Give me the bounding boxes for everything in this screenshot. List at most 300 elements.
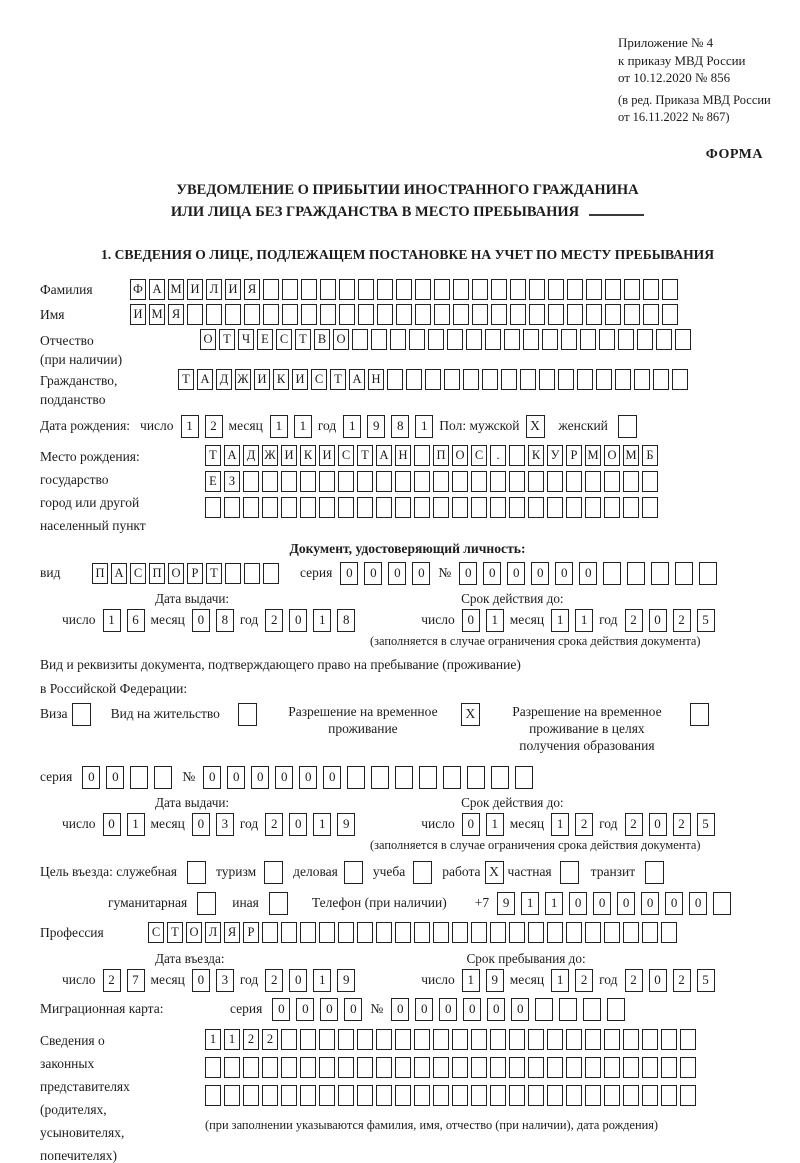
- char-cell[interactable]: [528, 1029, 544, 1050]
- char-cell[interactable]: [347, 766, 365, 789]
- char-cell[interactable]: 2: [625, 609, 643, 632]
- char-cell[interactable]: 1: [127, 813, 145, 836]
- char-cell[interactable]: [395, 922, 411, 943]
- char-cell[interactable]: [434, 279, 450, 300]
- education-residence-checkbox[interactable]: [690, 703, 709, 726]
- char-cell[interactable]: О: [604, 445, 620, 466]
- char-cell[interactable]: [643, 279, 659, 300]
- char-cell[interactable]: [599, 329, 615, 350]
- char-cell[interactable]: П: [92, 563, 108, 584]
- char-cell[interactable]: 3: [216, 813, 234, 836]
- char-cell[interactable]: [680, 1085, 696, 1106]
- char-cell[interactable]: [672, 369, 688, 390]
- char-cell[interactable]: [443, 766, 461, 789]
- char-cell[interactable]: [642, 1029, 658, 1050]
- char-cell[interactable]: [566, 922, 582, 943]
- char-cell[interactable]: [547, 1057, 563, 1078]
- char-cell[interactable]: [490, 497, 506, 518]
- char-cell[interactable]: [390, 329, 406, 350]
- purpose-transit-checkbox[interactable]: [645, 861, 664, 884]
- char-cell[interactable]: 0: [272, 998, 290, 1021]
- char-cell[interactable]: 0: [320, 998, 338, 1021]
- char-cell[interactable]: [262, 471, 278, 492]
- purpose-study-checkbox[interactable]: [413, 861, 432, 884]
- char-cell[interactable]: [301, 304, 317, 325]
- char-cell[interactable]: 0: [412, 562, 430, 585]
- char-cell[interactable]: [434, 304, 450, 325]
- char-cell[interactable]: [154, 766, 172, 789]
- char-cell[interactable]: [281, 1029, 297, 1050]
- char-cell[interactable]: [425, 369, 441, 390]
- char-cell[interactable]: 0: [82, 766, 100, 789]
- char-cell[interactable]: [338, 922, 354, 943]
- char-cell[interactable]: [320, 279, 336, 300]
- char-cell[interactable]: 0: [641, 892, 659, 915]
- char-cell[interactable]: [604, 497, 620, 518]
- char-cell[interactable]: .: [490, 445, 506, 466]
- char-cell[interactable]: [604, 1029, 620, 1050]
- char-cell[interactable]: 1: [575, 609, 593, 632]
- char-cell[interactable]: П: [433, 445, 449, 466]
- char-cell[interactable]: И: [319, 445, 335, 466]
- char-cell[interactable]: 2: [265, 969, 283, 992]
- char-cell[interactable]: 0: [665, 892, 683, 915]
- char-cell[interactable]: [566, 1057, 582, 1078]
- char-cell[interactable]: 2: [625, 969, 643, 992]
- char-cell[interactable]: 0: [649, 969, 667, 992]
- char-cell[interactable]: [243, 471, 259, 492]
- char-cell[interactable]: С: [148, 922, 164, 943]
- char-cell[interactable]: [627, 562, 645, 585]
- purpose-private-checkbox[interactable]: [560, 861, 579, 884]
- char-cell[interactable]: [415, 279, 431, 300]
- char-cell[interactable]: 1: [486, 609, 504, 632]
- char-cell[interactable]: [596, 369, 612, 390]
- char-cell[interactable]: М: [168, 279, 184, 300]
- char-cell[interactable]: О: [200, 329, 216, 350]
- char-cell[interactable]: [319, 1029, 335, 1050]
- char-cell[interactable]: 1: [294, 415, 312, 438]
- char-cell[interactable]: [604, 922, 620, 943]
- char-cell[interactable]: 0: [463, 998, 481, 1021]
- char-cell[interactable]: [281, 471, 297, 492]
- char-cell[interactable]: [607, 998, 625, 1021]
- char-cell[interactable]: 0: [555, 562, 573, 585]
- char-cell[interactable]: 9: [337, 813, 355, 836]
- char-cell[interactable]: 0: [507, 562, 525, 585]
- char-cell[interactable]: [642, 1057, 658, 1078]
- char-cell[interactable]: [300, 1029, 316, 1050]
- char-cell[interactable]: [661, 1057, 677, 1078]
- char-cell[interactable]: 2: [265, 609, 283, 632]
- char-cell[interactable]: [319, 497, 335, 518]
- char-cell[interactable]: М: [623, 445, 639, 466]
- char-cell[interactable]: 0: [462, 609, 480, 632]
- char-cell[interactable]: 1: [224, 1029, 240, 1050]
- char-cell[interactable]: [433, 1085, 449, 1106]
- char-cell[interactable]: 0: [364, 562, 382, 585]
- char-cell[interactable]: С: [338, 445, 354, 466]
- char-cell[interactable]: [548, 279, 564, 300]
- char-cell[interactable]: Т: [178, 369, 194, 390]
- char-cell[interactable]: М: [585, 445, 601, 466]
- char-cell[interactable]: [428, 329, 444, 350]
- char-cell[interactable]: [567, 304, 583, 325]
- char-cell[interactable]: 2: [205, 415, 223, 438]
- char-cell[interactable]: [604, 1085, 620, 1106]
- sex-male-checkbox[interactable]: X: [526, 415, 545, 438]
- char-cell[interactable]: [243, 497, 259, 518]
- char-cell[interactable]: И: [130, 304, 146, 325]
- char-cell[interactable]: [300, 471, 316, 492]
- char-cell[interactable]: [699, 562, 717, 585]
- char-cell[interactable]: [623, 497, 639, 518]
- char-cell[interactable]: [281, 922, 297, 943]
- char-cell[interactable]: Б: [642, 445, 658, 466]
- char-cell[interactable]: [661, 1029, 677, 1050]
- char-cell[interactable]: [547, 1085, 563, 1106]
- char-cell[interactable]: 1: [551, 609, 569, 632]
- char-cell[interactable]: [528, 497, 544, 518]
- char-cell[interactable]: [357, 1057, 373, 1078]
- char-cell[interactable]: [566, 1085, 582, 1106]
- char-cell[interactable]: Р: [243, 922, 259, 943]
- char-cell[interactable]: [528, 1057, 544, 1078]
- char-cell[interactable]: [471, 1085, 487, 1106]
- char-cell[interactable]: 1: [462, 969, 480, 992]
- char-cell[interactable]: [509, 497, 525, 518]
- char-cell[interactable]: [604, 1057, 620, 1078]
- char-cell[interactable]: [282, 279, 298, 300]
- char-cell[interactable]: П: [149, 563, 165, 584]
- char-cell[interactable]: [453, 279, 469, 300]
- char-cell[interactable]: К: [528, 445, 544, 466]
- char-cell[interactable]: [567, 279, 583, 300]
- char-cell[interactable]: 1: [415, 415, 433, 438]
- char-cell[interactable]: [339, 304, 355, 325]
- char-cell[interactable]: [452, 497, 468, 518]
- char-cell[interactable]: 0: [289, 969, 307, 992]
- char-cell[interactable]: [467, 766, 485, 789]
- char-cell[interactable]: [566, 471, 582, 492]
- char-cell[interactable]: У: [547, 445, 563, 466]
- char-cell[interactable]: 0: [483, 562, 501, 585]
- char-cell[interactable]: 1: [103, 609, 121, 632]
- char-cell[interactable]: [205, 1085, 221, 1106]
- char-cell[interactable]: [319, 1085, 335, 1106]
- char-cell[interactable]: [634, 369, 650, 390]
- char-cell[interactable]: Я: [244, 279, 260, 300]
- char-cell[interactable]: [376, 471, 392, 492]
- char-cell[interactable]: О: [452, 445, 468, 466]
- char-cell[interactable]: [358, 304, 374, 325]
- char-cell[interactable]: [376, 922, 392, 943]
- char-cell[interactable]: [244, 304, 260, 325]
- char-cell[interactable]: 0: [227, 766, 245, 789]
- char-cell[interactable]: 2: [265, 813, 283, 836]
- char-cell[interactable]: Т: [205, 445, 221, 466]
- char-cell[interactable]: [224, 1085, 240, 1106]
- char-cell[interactable]: [509, 471, 525, 492]
- char-cell[interactable]: [491, 766, 509, 789]
- char-cell[interactable]: 0: [439, 998, 457, 1021]
- char-cell[interactable]: 1: [313, 813, 331, 836]
- char-cell[interactable]: [357, 1085, 373, 1106]
- char-cell[interactable]: 1: [486, 813, 504, 836]
- char-cell[interactable]: [615, 369, 631, 390]
- visa-checkbox[interactable]: [72, 703, 91, 726]
- char-cell[interactable]: Л: [206, 279, 222, 300]
- char-cell[interactable]: 0: [251, 766, 269, 789]
- char-cell[interactable]: [509, 1029, 525, 1050]
- char-cell[interactable]: [586, 304, 602, 325]
- char-cell[interactable]: [472, 304, 488, 325]
- char-cell[interactable]: [529, 279, 545, 300]
- char-cell[interactable]: [319, 922, 335, 943]
- char-cell[interactable]: [395, 471, 411, 492]
- char-cell[interactable]: А: [376, 445, 392, 466]
- char-cell[interactable]: [642, 471, 658, 492]
- char-cell[interactable]: [509, 445, 525, 466]
- char-cell[interactable]: [586, 279, 602, 300]
- char-cell[interactable]: 1: [205, 1029, 221, 1050]
- purpose-business-checkbox[interactable]: [344, 861, 363, 884]
- char-cell[interactable]: [452, 471, 468, 492]
- char-cell[interactable]: Я: [168, 304, 184, 325]
- char-cell[interactable]: [623, 922, 639, 943]
- char-cell[interactable]: [585, 922, 601, 943]
- char-cell[interactable]: [651, 562, 669, 585]
- char-cell[interactable]: В: [314, 329, 330, 350]
- char-cell[interactable]: [510, 279, 526, 300]
- char-cell[interactable]: [357, 471, 373, 492]
- char-cell[interactable]: [490, 1029, 506, 1050]
- char-cell[interactable]: О: [333, 329, 349, 350]
- char-cell[interactable]: 0: [391, 998, 409, 1021]
- char-cell[interactable]: [300, 1057, 316, 1078]
- char-cell[interactable]: С: [311, 369, 327, 390]
- char-cell[interactable]: 0: [462, 813, 480, 836]
- char-cell[interactable]: С: [130, 563, 146, 584]
- char-cell[interactable]: [585, 1029, 601, 1050]
- char-cell[interactable]: [504, 329, 520, 350]
- char-cell[interactable]: О: [186, 922, 202, 943]
- char-cell[interactable]: 8: [391, 415, 409, 438]
- char-cell[interactable]: [558, 369, 574, 390]
- char-cell[interactable]: [300, 922, 316, 943]
- char-cell[interactable]: [187, 304, 203, 325]
- purpose-tourism-checkbox[interactable]: [264, 861, 283, 884]
- char-cell[interactable]: 0: [296, 998, 314, 1021]
- char-cell[interactable]: [605, 304, 621, 325]
- char-cell[interactable]: [618, 329, 634, 350]
- purpose-humanitarian-checkbox[interactable]: [197, 892, 216, 915]
- sex-female-checkbox[interactable]: [618, 415, 637, 438]
- char-cell[interactable]: [395, 497, 411, 518]
- char-cell[interactable]: [482, 369, 498, 390]
- char-cell[interactable]: [377, 304, 393, 325]
- char-cell[interactable]: [396, 279, 412, 300]
- char-cell[interactable]: [419, 766, 437, 789]
- char-cell[interactable]: [642, 497, 658, 518]
- char-cell[interactable]: 5: [697, 969, 715, 992]
- char-cell[interactable]: [452, 922, 468, 943]
- char-cell[interactable]: [282, 304, 298, 325]
- char-cell[interactable]: 0: [340, 562, 358, 585]
- char-cell[interactable]: [528, 471, 544, 492]
- purpose-other-checkbox[interactable]: [269, 892, 288, 915]
- char-cell[interactable]: [585, 1085, 601, 1106]
- char-cell[interactable]: 0: [275, 766, 293, 789]
- temporary-residence-checkbox[interactable]: X: [461, 703, 480, 726]
- char-cell[interactable]: [414, 1057, 430, 1078]
- char-cell[interactable]: [352, 329, 368, 350]
- char-cell[interactable]: 0: [689, 892, 707, 915]
- char-cell[interactable]: З: [224, 471, 240, 492]
- char-cell[interactable]: [263, 563, 279, 584]
- char-cell[interactable]: [205, 1057, 221, 1078]
- char-cell[interactable]: [415, 304, 431, 325]
- char-cell[interactable]: [130, 766, 148, 789]
- char-cell[interactable]: [414, 471, 430, 492]
- char-cell[interactable]: [491, 304, 507, 325]
- char-cell[interactable]: 9: [486, 969, 504, 992]
- char-cell[interactable]: Р: [566, 445, 582, 466]
- char-cell[interactable]: [414, 445, 430, 466]
- char-cell[interactable]: [623, 471, 639, 492]
- char-cell[interactable]: [580, 329, 596, 350]
- char-cell[interactable]: К: [300, 445, 316, 466]
- char-cell[interactable]: А: [111, 563, 127, 584]
- char-cell[interactable]: 2: [625, 813, 643, 836]
- purpose-work-checkbox[interactable]: X: [485, 861, 504, 884]
- char-cell[interactable]: [585, 497, 601, 518]
- char-cell[interactable]: 0: [192, 969, 210, 992]
- char-cell[interactable]: 0: [415, 998, 433, 1021]
- char-cell[interactable]: [577, 369, 593, 390]
- char-cell[interactable]: [357, 497, 373, 518]
- char-cell[interactable]: [452, 1057, 468, 1078]
- purpose-official-checkbox[interactable]: [187, 861, 206, 884]
- char-cell[interactable]: 0: [289, 813, 307, 836]
- char-cell[interactable]: [301, 279, 317, 300]
- char-cell[interactable]: 0: [617, 892, 635, 915]
- char-cell[interactable]: [262, 1085, 278, 1106]
- char-cell[interactable]: 7: [127, 969, 145, 992]
- char-cell[interactable]: Ч: [238, 329, 254, 350]
- char-cell[interactable]: [656, 329, 672, 350]
- char-cell[interactable]: Д: [216, 369, 232, 390]
- char-cell[interactable]: [471, 1057, 487, 1078]
- char-cell[interactable]: А: [349, 369, 365, 390]
- char-cell[interactable]: Т: [206, 563, 222, 584]
- char-cell[interactable]: [463, 369, 479, 390]
- char-cell[interactable]: [529, 304, 545, 325]
- char-cell[interactable]: С: [276, 329, 292, 350]
- char-cell[interactable]: [414, 1085, 430, 1106]
- char-cell[interactable]: [675, 329, 691, 350]
- char-cell[interactable]: Н: [395, 445, 411, 466]
- char-cell[interactable]: [490, 1085, 506, 1106]
- char-cell[interactable]: [491, 279, 507, 300]
- char-cell[interactable]: 0: [649, 813, 667, 836]
- char-cell[interactable]: 9: [337, 969, 355, 992]
- char-cell[interactable]: 0: [344, 998, 362, 1021]
- char-cell[interactable]: [409, 329, 425, 350]
- char-cell[interactable]: 0: [289, 609, 307, 632]
- char-cell[interactable]: [466, 329, 482, 350]
- char-cell[interactable]: Ф: [130, 279, 146, 300]
- char-cell[interactable]: [604, 471, 620, 492]
- char-cell[interactable]: [623, 1085, 639, 1106]
- char-cell[interactable]: [263, 279, 279, 300]
- char-cell[interactable]: 2: [575, 969, 593, 992]
- char-cell[interactable]: [675, 562, 693, 585]
- char-cell[interactable]: Т: [167, 922, 183, 943]
- char-cell[interactable]: [452, 1029, 468, 1050]
- char-cell[interactable]: [281, 497, 297, 518]
- char-cell[interactable]: 1: [270, 415, 288, 438]
- char-cell[interactable]: 2: [103, 969, 121, 992]
- char-cell[interactable]: [452, 1085, 468, 1106]
- char-cell[interactable]: 2: [673, 609, 691, 632]
- char-cell[interactable]: 5: [697, 609, 715, 632]
- char-cell[interactable]: [510, 304, 526, 325]
- char-cell[interactable]: [509, 922, 525, 943]
- char-cell[interactable]: 0: [569, 892, 587, 915]
- char-cell[interactable]: И: [225, 279, 241, 300]
- char-cell[interactable]: [358, 279, 374, 300]
- char-cell[interactable]: [243, 1085, 259, 1106]
- char-cell[interactable]: [243, 1057, 259, 1078]
- char-cell[interactable]: 0: [531, 562, 549, 585]
- char-cell[interactable]: [371, 329, 387, 350]
- char-cell[interactable]: [713, 892, 731, 915]
- char-cell[interactable]: [206, 304, 222, 325]
- char-cell[interactable]: [414, 497, 430, 518]
- char-cell[interactable]: [528, 922, 544, 943]
- char-cell[interactable]: [472, 279, 488, 300]
- char-cell[interactable]: [433, 1029, 449, 1050]
- char-cell[interactable]: 2: [673, 813, 691, 836]
- char-cell[interactable]: 1: [545, 892, 563, 915]
- char-cell[interactable]: 5: [697, 813, 715, 836]
- char-cell[interactable]: 2: [243, 1029, 259, 1050]
- char-cell[interactable]: [471, 471, 487, 492]
- char-cell[interactable]: [523, 329, 539, 350]
- char-cell[interactable]: [377, 279, 393, 300]
- char-cell[interactable]: [547, 1029, 563, 1050]
- char-cell[interactable]: [566, 1029, 582, 1050]
- char-cell[interactable]: [433, 497, 449, 518]
- char-cell[interactable]: [262, 922, 278, 943]
- char-cell[interactable]: Ж: [262, 445, 278, 466]
- char-cell[interactable]: [661, 922, 677, 943]
- char-cell[interactable]: Т: [295, 329, 311, 350]
- char-cell[interactable]: [414, 922, 430, 943]
- char-cell[interactable]: [661, 1085, 677, 1106]
- char-cell[interactable]: Л: [205, 922, 221, 943]
- char-cell[interactable]: [395, 1057, 411, 1078]
- char-cell[interactable]: [224, 497, 240, 518]
- char-cell[interactable]: [680, 1057, 696, 1078]
- char-cell[interactable]: К: [273, 369, 289, 390]
- char-cell[interactable]: [339, 279, 355, 300]
- char-cell[interactable]: [490, 1057, 506, 1078]
- char-cell[interactable]: Р: [187, 563, 203, 584]
- char-cell[interactable]: [566, 497, 582, 518]
- char-cell[interactable]: [515, 766, 533, 789]
